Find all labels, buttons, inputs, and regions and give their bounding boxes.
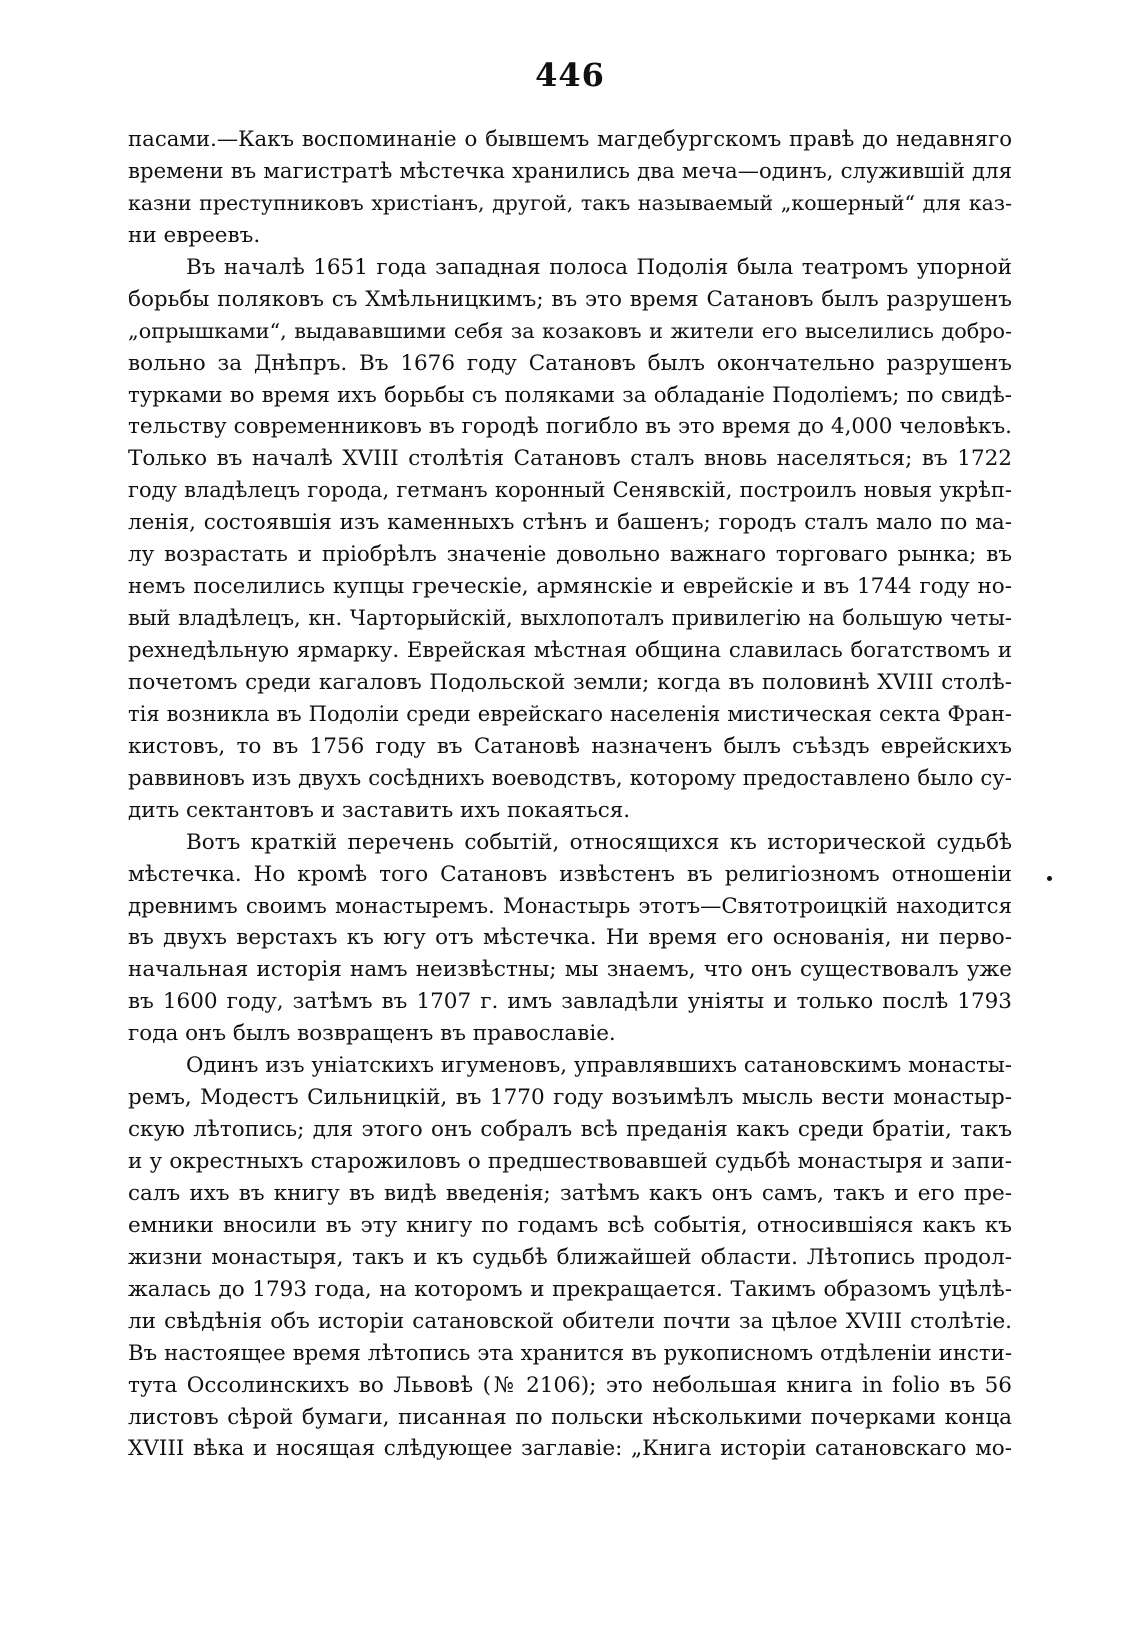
text-line: „опрышками“, выдававшими себя за козаковъ и жители его выселились добро- [128,318,1012,343]
text-line: въ 1600 году, затѣмъ въ 1707 г. имъ завладѣли уніяты и только послѣ 1793 [128,989,1012,1015]
text-line: дить сектантовъ и заставить ихъ покаяться. [128,797,631,823]
text-line: жалась до 1793 года, на которомъ и прекращается. Такимъ образомъ уцѣлѣ- [128,1276,1012,1302]
text-line: салъ ихъ въ книгу въ видѣ введенія; затѣмъ какъ онъ самъ, такъ и его пре- [128,1180,1012,1206]
text-line: XVIII вѣка и носящая слѣдующее заглавіе: „Книга исторіи сатановскаго мо- [128,1436,1012,1462]
text-line: году владѣлецъ города, гетманъ коронный Сенявскій, построилъ новыя укрѣп- [128,478,1012,503]
text-line: и у окрестныхъ старожиловъ о предшествовавшей судьбѣ монастыря и запи- [128,1149,1012,1174]
paragraph-start-line: Вотъ краткій перечень событій, относящихся къ исторической судьбѣ [186,829,1012,855]
text-line: скую лѣтопись; для этого онъ собралъ всѣ преданія какъ среди братіи, такъ [128,1117,1012,1143]
text-line: времени въ магистратѣ мѣстечка хранились два меча—одинъ, служившій для [128,158,1012,184]
text-line: раввиновъ изъ двухъ сосѣднихъ воеводствъ, которому предоставлено было су- [128,765,1012,791]
text-line: мѣстечка. Но кромѣ того Сатановъ извѣстенъ въ религіозномъ отношеніи [128,861,1012,887]
text-line: въ двухъ верстахъ къ югу отъ мѣстечка. Ни время его основанія, ни перво- [128,925,1012,951]
text-line: ремъ, Модестъ Сильницкій, въ 1770 году возъимѣлъ мысль вести монастыр- [128,1085,1012,1111]
text-line: древнимъ своимъ монастыремъ. Монастырь этотъ—Святотроицкій находится [128,893,1012,919]
text-line: ни евреевъ. [128,222,261,248]
paragraph-start-line: Въ началѣ 1651 года западная полоса Подолія была театромъ упорной [186,254,1012,280]
text-line: казни преступниковъ христіанъ, другой, такъ называемый „кошерный“ для каз- [128,190,1012,215]
text-line: емники вносили въ эту книгу по годамъ всѣ событія, относившіяся какъ къ [128,1212,1012,1238]
text-line: ли свѣдѣнія объ исторіи сатановской обители почти за цѣлое XVIII столѣтіе. [128,1308,1012,1334]
text-line: жизни монастыря, такъ и къ судьбѣ ближайшей области. Лѣтопись продол- [128,1244,1012,1270]
ink-dot-mark [1047,876,1052,881]
text-line: ленія, состоявшія изъ каменныхъ стѣнъ и башенъ; городъ сталъ мало по ма- [128,510,1012,536]
text-line: рехнедѣльную ярмарку. Еврейская мѣстная община славилась богатствомъ и [128,638,1012,663]
text-line: начальная исторія намъ неизвѣстны; мы знаемъ, что онъ существовалъ уже [128,957,1012,983]
text-line: Только въ началѣ XVIII столѣтія Сатановъ сталъ вновь населяться; въ 1722 [128,446,1012,472]
text-line: листовъ сѣрой бумаги, писанная по польски нѣсколькими почерками конца [128,1404,1012,1430]
text-line: почетомъ среди кагаловъ Подольской земли; когда въ половинѣ XVIII столѣ- [128,669,1012,695]
text-line: немъ поселились купцы греческіе, армянскіе и еврейскіе и въ 1744 году но- [128,574,1012,600]
text-line: вольно за Днѣпръ. Въ 1676 году Сатановъ былъ окончательно разрушенъ [128,350,1012,376]
text-line: борьбы поляковъ съ Хмѣльницкимъ; въ это время Сатановъ былъ разрушенъ [128,286,1012,312]
text-line: года онъ былъ возвращенъ въ православіе. [128,1021,616,1047]
body-text [128,124,1012,1465]
text-line: тута Оссолинскихъ во Львовѣ (№ 2106); это небольшая книга in folio въ 56 [128,1372,1012,1398]
text-line: Въ настоящее время лѣтопись эта хранится въ рукописномъ отдѣленіи инсти- [128,1340,1012,1366]
text-line: кистовъ, то въ 1756 году въ Сатановѣ назначенъ былъ съѣздъ еврейскихъ [128,733,1012,759]
text-line: вый владѣлецъ, кн. Чарторыйскій, выхлопоталъ привилегію на большую четы- [128,606,1012,631]
text-line: лу возрастать и пріобрѣлъ значеніе довольно важнаго торговаго рынка; въ [128,542,1012,568]
paragraph-start-line: Одинъ изъ уніатскихъ игуменовъ, управлявшихъ сатановскимъ монасты- [186,1053,1012,1079]
text-line: турками во время ихъ борьбы съ поляками за обладаніе Подоліемъ; по свидѣ- [128,382,1012,408]
page-number: 446 [535,56,605,94]
text-line: тельству современниковъ въ городѣ погибло въ это время до 4,000 человѣкъ. [128,414,1012,440]
text-line: пасами.—Какъ воспоминаніе о бывшемъ магдебургскомъ правѣ до недавняго [128,127,1012,152]
text-line: тія возникла въ Подоліи среди еврейскаго населенія мистическая секта Фран- [128,701,1012,726]
